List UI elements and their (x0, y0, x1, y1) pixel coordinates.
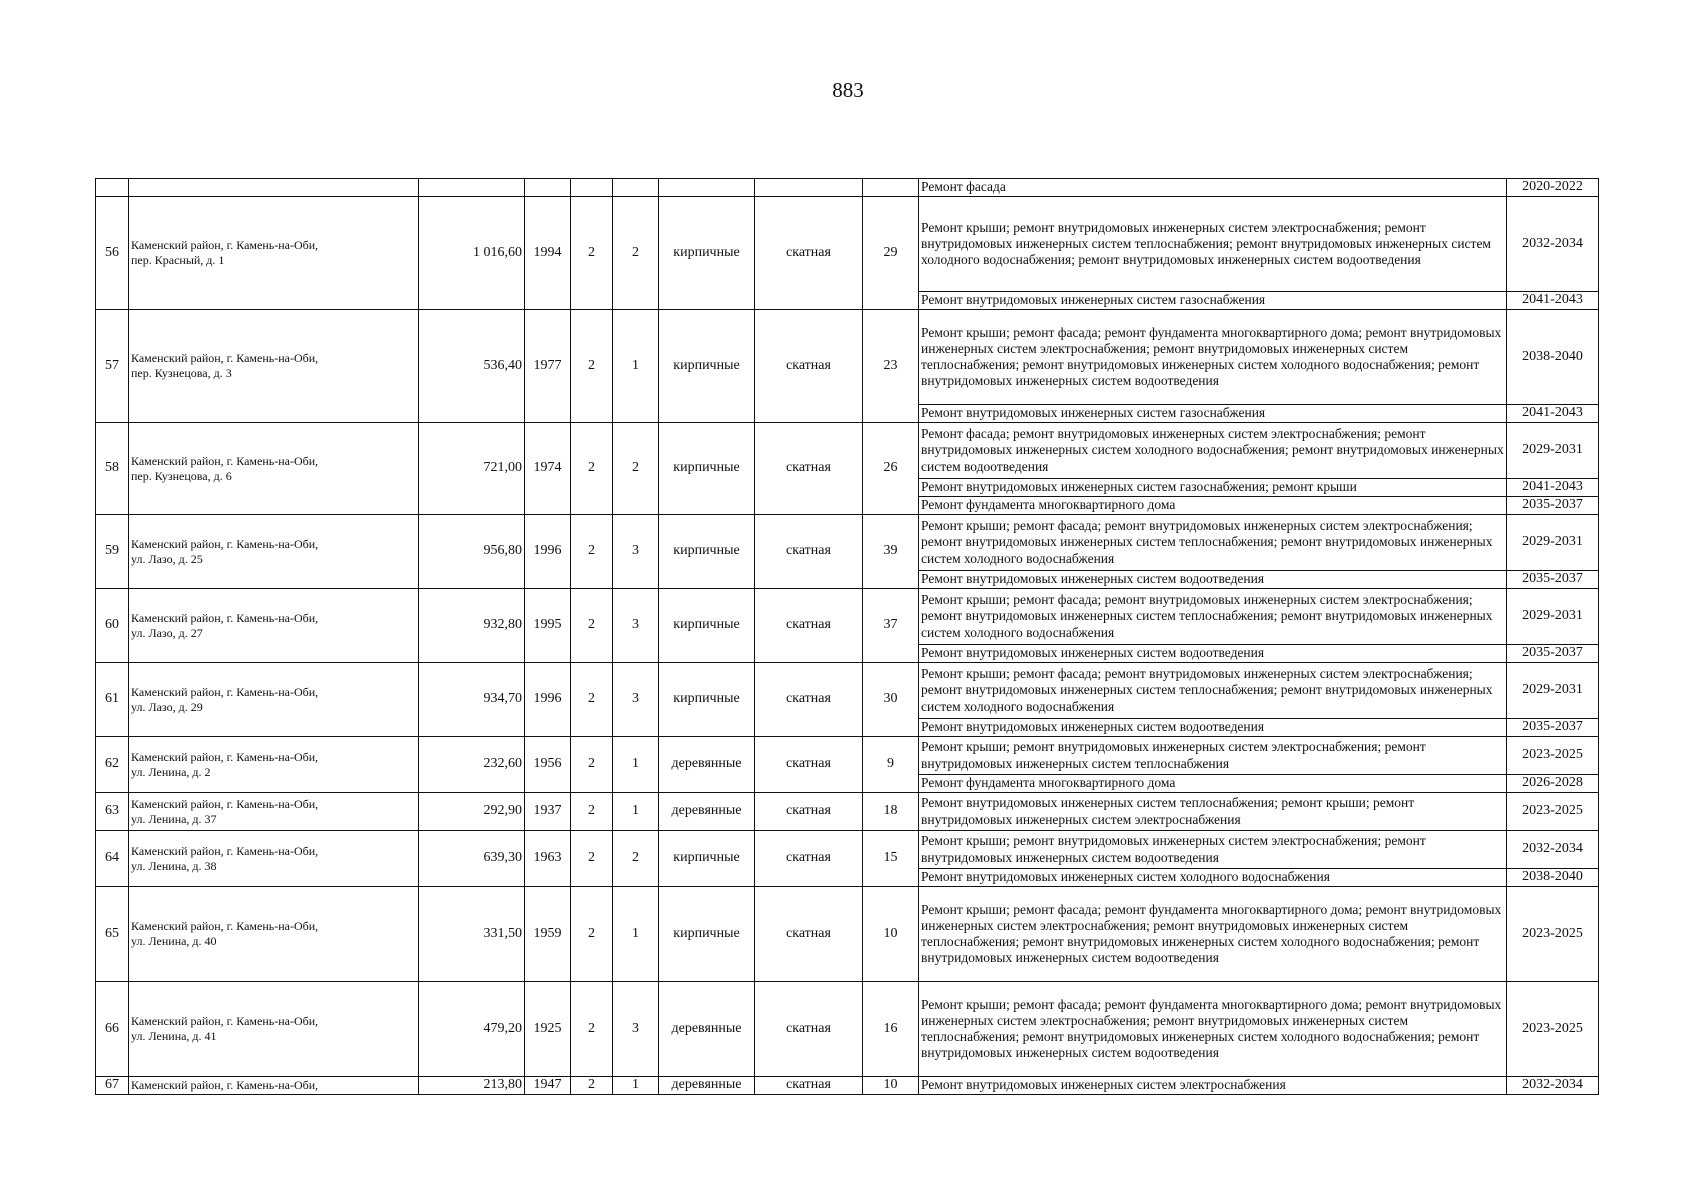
total-area: 639,30 (419, 831, 525, 887)
row-number: 61 (96, 663, 129, 737)
roof-type: скатная (755, 831, 863, 887)
roof-type: скатная (755, 793, 863, 831)
address-line: Каменский район, г. Камень-на-Оби, (131, 1014, 319, 1028)
flats-count: 18 (863, 793, 919, 831)
table-row (96, 310, 1599, 405)
row-number (96, 179, 129, 197)
wall-material: деревянные (659, 982, 755, 1077)
floors-count: 2 (571, 982, 613, 1077)
roof-type: скатная (755, 663, 863, 737)
row-number: 62 (96, 737, 129, 793)
flats-count: 15 (863, 831, 919, 887)
floors-count: 2 (571, 310, 613, 423)
address-line: Каменский район, г. Камень-на-Оби, (131, 1078, 319, 1092)
build-year (525, 179, 571, 197)
flats-count: 26 (863, 423, 919, 515)
repair-period: 2041-2043 (1507, 405, 1599, 423)
table-row (96, 423, 1599, 479)
table-row (96, 831, 1599, 869)
address-cell (129, 737, 419, 793)
address-line: ул. Ленина, д. 38 (131, 858, 217, 873)
flats-count: 39 (863, 515, 919, 589)
wall-material: кирпичные (659, 197, 755, 310)
entrances-count: 3 (613, 663, 659, 737)
repair-period: 2032-2034 (1507, 1077, 1599, 1095)
flats-count: 30 (863, 663, 919, 737)
repair-period: 2035-2037 (1507, 719, 1599, 737)
row-number: 57 (96, 310, 129, 423)
flats-count: 10 (863, 887, 919, 982)
entrances-count (613, 179, 659, 197)
floors-count: 2 (571, 1077, 613, 1095)
build-year: 1937 (525, 793, 571, 831)
row-number: 64 (96, 831, 129, 887)
roof-type: скатная (755, 887, 863, 982)
table-row (96, 589, 1599, 645)
total-area: 721,00 (419, 423, 525, 515)
floors-count: 2 (571, 793, 613, 831)
build-year: 1974 (525, 423, 571, 515)
build-year: 1925 (525, 982, 571, 1077)
repair-works: Ремонт крыши; ремонт внутридомовых инженерных систем электроснабжения; ремонт внутридомовых инженерных систем теплоснабжения (919, 737, 1507, 775)
flats-count: 29 (863, 197, 919, 310)
wall-material: кирпичные (659, 831, 755, 887)
table-row (96, 737, 1599, 775)
total-area: 479,20 (419, 982, 525, 1077)
wall-material: кирпичные (659, 887, 755, 982)
roof-type: скатная (755, 737, 863, 793)
entrances-count: 3 (613, 515, 659, 589)
repair-works: Ремонт внутридомовых инженерных систем газоснабжения (919, 405, 1507, 423)
repair-works: Ремонт фундамента многоквартирного дома (919, 775, 1507, 793)
address-line: Каменский район, г. Камень-на-Оби, (131, 351, 319, 365)
repair-works: Ремонт крыши; ремонт фасада; ремонт фундамента многоквартирного дома; ремонт внутридомовых инженерных систем электроснабжения; ремонт внутридомовых инженерных систем теплоснабжения; ремонт внутридомовых инженерных систем холодного водоснабжения; ремонт внутридомовых инженерных систем водоотведения (919, 982, 1507, 1077)
build-year: 1947 (525, 1077, 571, 1095)
total-area: 213,80 (419, 1077, 525, 1095)
entrances-count: 1 (613, 793, 659, 831)
address-cell (129, 663, 419, 737)
build-year: 1956 (525, 737, 571, 793)
row-number: 66 (96, 982, 129, 1077)
repair-period: 2023-2025 (1507, 793, 1599, 831)
page-number: 883 (832, 78, 864, 102)
row-number: 63 (96, 793, 129, 831)
table-row (96, 887, 1599, 982)
row-number: 67 (96, 1077, 129, 1095)
total-area: 232,60 (419, 737, 525, 793)
repair-works: Ремонт крыши; ремонт фасада; ремонт внутридомовых инженерных систем электроснабжения; ремонт внутридомовых инженерных систем теплоснабжения; ремонт внутридомовых инженерных систем холодного водоснабжения (919, 589, 1507, 645)
address-cell (129, 197, 419, 310)
repair-works: Ремонт крыши; ремонт фасада; ремонт фундамента многоквартирного дома; ремонт внутридомовых инженерных систем электроснабжения; ремонт внутридомовых инженерных систем теплоснабжения; ремонт внутридомовых инженерных систем холодного водоснабжения; ремонт внутридомовых инженерных систем водоотведения (919, 310, 1507, 405)
entrances-count: 3 (613, 589, 659, 663)
repair-works: Ремонт внутридомовых инженерных систем водоотведения (919, 719, 1507, 737)
address-cell (129, 1077, 419, 1095)
address-line: Каменский район, г. Камень-на-Оби, (131, 453, 319, 468)
repair-period: 2041-2043 (1507, 479, 1599, 497)
row-number: 56 (96, 197, 129, 310)
repair-works: Ремонт крыши; ремонт фасада; ремонт внутридомовых инженерных систем электроснабжения; ремонт внутридомовых инженерных систем теплоснабжения; ремонт внутридомовых инженерных систем холодного водоснабжения (919, 663, 1507, 719)
address-line: ул. Ленина, д. 37 (131, 811, 217, 826)
wall-material: кирпичные (659, 310, 755, 423)
address-line: ул. Ленина, д. 40 (131, 934, 217, 948)
address-line: Каменский район, г. Камень-на-Оби, (131, 749, 319, 764)
repair-works: Ремонт фасада (919, 179, 1507, 197)
flats-count: 16 (863, 982, 919, 1077)
repair-period: 2035-2037 (1507, 497, 1599, 515)
build-year: 1996 (525, 663, 571, 737)
address-line: пер. Кузнецова, д. 6 (131, 468, 232, 483)
floors-count: 2 (571, 831, 613, 887)
floors-count: 2 (571, 887, 613, 982)
address-cell (129, 310, 419, 423)
entrances-count: 2 (613, 197, 659, 310)
address-line: Каменский район, г. Камень-на-Оби, (131, 796, 319, 811)
entrances-count: 1 (613, 737, 659, 793)
repair-period: 2029-2031 (1507, 589, 1599, 645)
repair-works: Ремонт внутридомовых инженерных систем водоотведения (919, 571, 1507, 589)
repair-period: 2023-2025 (1507, 737, 1599, 775)
total-area: 331,50 (419, 887, 525, 982)
entrances-count: 3 (613, 982, 659, 1077)
repair-works: Ремонт фундамента многоквартирного дома (919, 497, 1507, 515)
repair-works: Ремонт крыши; ремонт фасада; ремонт внутридомовых инженерных систем электроснабжения; ремонт внутридомовых инженерных систем теплоснабжения; ремонт внутридомовых инженерных систем холодного водоснабжения (919, 515, 1507, 571)
roof-type: скатная (755, 1077, 863, 1095)
entrances-count: 2 (613, 423, 659, 515)
total-area: 932,80 (419, 589, 525, 663)
wall-material: деревянные (659, 1077, 755, 1095)
address-cell (129, 589, 419, 663)
wall-material (659, 179, 755, 197)
entrances-count: 1 (613, 1077, 659, 1095)
flats-count: 9 (863, 737, 919, 793)
table-row (96, 197, 1599, 292)
repair-period: 2029-2031 (1507, 663, 1599, 719)
repair-period: 2026-2028 (1507, 775, 1599, 793)
wall-material: кирпичные (659, 423, 755, 515)
repair-period: 2032-2034 (1507, 197, 1599, 292)
total-area: 536,40 (419, 310, 525, 423)
table-row (96, 515, 1599, 571)
floors-count: 2 (571, 663, 613, 737)
address-cell (129, 423, 419, 515)
flats-count (863, 179, 919, 197)
repair-period: 2029-2031 (1507, 423, 1599, 479)
build-year: 1996 (525, 515, 571, 589)
repair-period: 2020-2022 (1507, 179, 1599, 197)
address-cell (129, 515, 419, 589)
entrances-count: 2 (613, 831, 659, 887)
table-row (96, 179, 1599, 197)
wall-material: деревянные (659, 793, 755, 831)
row-number: 59 (96, 515, 129, 589)
repair-period: 2029-2031 (1507, 515, 1599, 571)
repair-works: Ремонт фасада; ремонт внутридомовых инженерных систем электроснабжения; ремонт внутридомовых инженерных систем холодного водоснабжения; ремонт внутридомовых инженерных систем водоотведения (919, 423, 1507, 479)
roof-type: скатная (755, 982, 863, 1077)
repair-works: Ремонт внутридомовых инженерных систем газоснабжения; ремонт крыши (919, 479, 1507, 497)
build-year: 1994 (525, 197, 571, 310)
flats-count: 10 (863, 1077, 919, 1095)
build-year: 1977 (525, 310, 571, 423)
floors-count: 2 (571, 589, 613, 663)
address-line: Каменский район, г. Камень-на-Оби, (131, 843, 319, 858)
roof-type: скатная (755, 310, 863, 423)
address-cell (129, 179, 419, 197)
floors-count (571, 179, 613, 197)
table-row (96, 663, 1599, 719)
repair-period: 2032-2034 (1507, 831, 1599, 869)
build-year: 1963 (525, 831, 571, 887)
address-line: Каменский район, г. Камень-на-Оби, (131, 536, 319, 551)
build-year: 1995 (525, 589, 571, 663)
floors-count: 2 (571, 197, 613, 310)
address-cell (129, 793, 419, 831)
flats-count: 23 (863, 310, 919, 423)
address-line: Каменский район, г. Камень-на-Оби, (131, 684, 319, 699)
build-year: 1959 (525, 887, 571, 982)
address-line: Каменский район, г. Камень-на-Оби, (131, 238, 319, 252)
entrances-count: 1 (613, 310, 659, 423)
address-line: ул. Лазо, д. 27 (131, 625, 203, 640)
repair-works: Ремонт внутридомовых инженерных систем холодного водоснабжения (919, 869, 1507, 887)
wall-material: кирпичные (659, 663, 755, 737)
repair-works: Ремонт крыши; ремонт внутридомовых инженерных систем электроснабжения; ремонт внутридомовых инженерных систем водоотведения (919, 831, 1507, 869)
row-number: 58 (96, 423, 129, 515)
floors-count: 2 (571, 737, 613, 793)
row-number: 65 (96, 887, 129, 982)
address-line: пер. Кузнецова, д. 3 (131, 366, 232, 380)
roof-type: скатная (755, 515, 863, 589)
repair-works: Ремонт внутридомовых инженерных систем водоотведения (919, 645, 1507, 663)
repair-works: Ремонт крыши; ремонт фасада; ремонт фундамента многоквартирного дома; ремонт внутридомовых инженерных систем электроснабжения; ремонт внутридомовых инженерных систем теплоснабжения; ремонт внутридомовых инженерных систем холодного водоснабжения; ремонт внутридомовых инженерных систем водоотведения (919, 887, 1507, 982)
floors-count: 2 (571, 423, 613, 515)
repair-works: Ремонт крыши; ремонт внутридомовых инженерных систем электроснабжения; ремонт внутридомовых инженерных систем теплоснабжения; ремонт внутридомовых инженерных систем холодного водоснабжения; ремонт внутридомовых инженерных систем водоотведения (919, 197, 1507, 292)
address-line: пер. Красный, д. 1 (131, 253, 225, 267)
repair-period: 2035-2037 (1507, 645, 1599, 663)
table-row (96, 793, 1599, 831)
address-cell (129, 982, 419, 1077)
address-line: Каменский район, г. Камень-на-Оби, (131, 610, 319, 625)
address-line: ул. Ленина, д. 41 (131, 1029, 217, 1043)
address-line: ул. Лазо, д. 25 (131, 551, 203, 566)
total-area: 1 016,60 (419, 197, 525, 310)
entrances-count: 1 (613, 887, 659, 982)
table-row (96, 1077, 1599, 1095)
address-line: Каменский район, г. Камень-на-Оби, (131, 919, 319, 933)
address-cell (129, 887, 419, 982)
repair-period: 2038-2040 (1507, 310, 1599, 405)
total-area: 292,90 (419, 793, 525, 831)
roof-type: скатная (755, 589, 863, 663)
wall-material: деревянные (659, 737, 755, 793)
total-area: 934,70 (419, 663, 525, 737)
housing-repair-table (95, 178, 1599, 1095)
wall-material: кирпичные (659, 515, 755, 589)
repair-works: Ремонт внутридомовых инженерных систем газоснабжения (919, 292, 1507, 310)
roof-type: скатная (755, 423, 863, 515)
repair-period: 2035-2037 (1507, 571, 1599, 589)
row-number: 60 (96, 589, 129, 663)
repair-works: Ремонт внутридомовых инженерных систем теплоснабжения; ремонт крыши; ремонт внутридомовых инженерных систем электроснабжения (919, 793, 1507, 831)
total-area (419, 179, 525, 197)
repair-period: 2041-2043 (1507, 292, 1599, 310)
table-row (96, 982, 1599, 1077)
repair-period: 2023-2025 (1507, 982, 1599, 1077)
address-line: ул. Лазо, д. 29 (131, 699, 203, 714)
total-area: 956,80 (419, 515, 525, 589)
repair-period: 2023-2025 (1507, 887, 1599, 982)
repair-period: 2038-2040 (1507, 869, 1599, 887)
address-line: ул. Ленина, д. 2 (131, 764, 211, 779)
floors-count: 2 (571, 515, 613, 589)
address-cell (129, 831, 419, 887)
wall-material: кирпичные (659, 589, 755, 663)
roof-type: скатная (755, 197, 863, 310)
flats-count: 37 (863, 589, 919, 663)
repair-works: Ремонт внутридомовых инженерных систем электроснабжения (919, 1077, 1507, 1095)
roof-type (755, 179, 863, 197)
